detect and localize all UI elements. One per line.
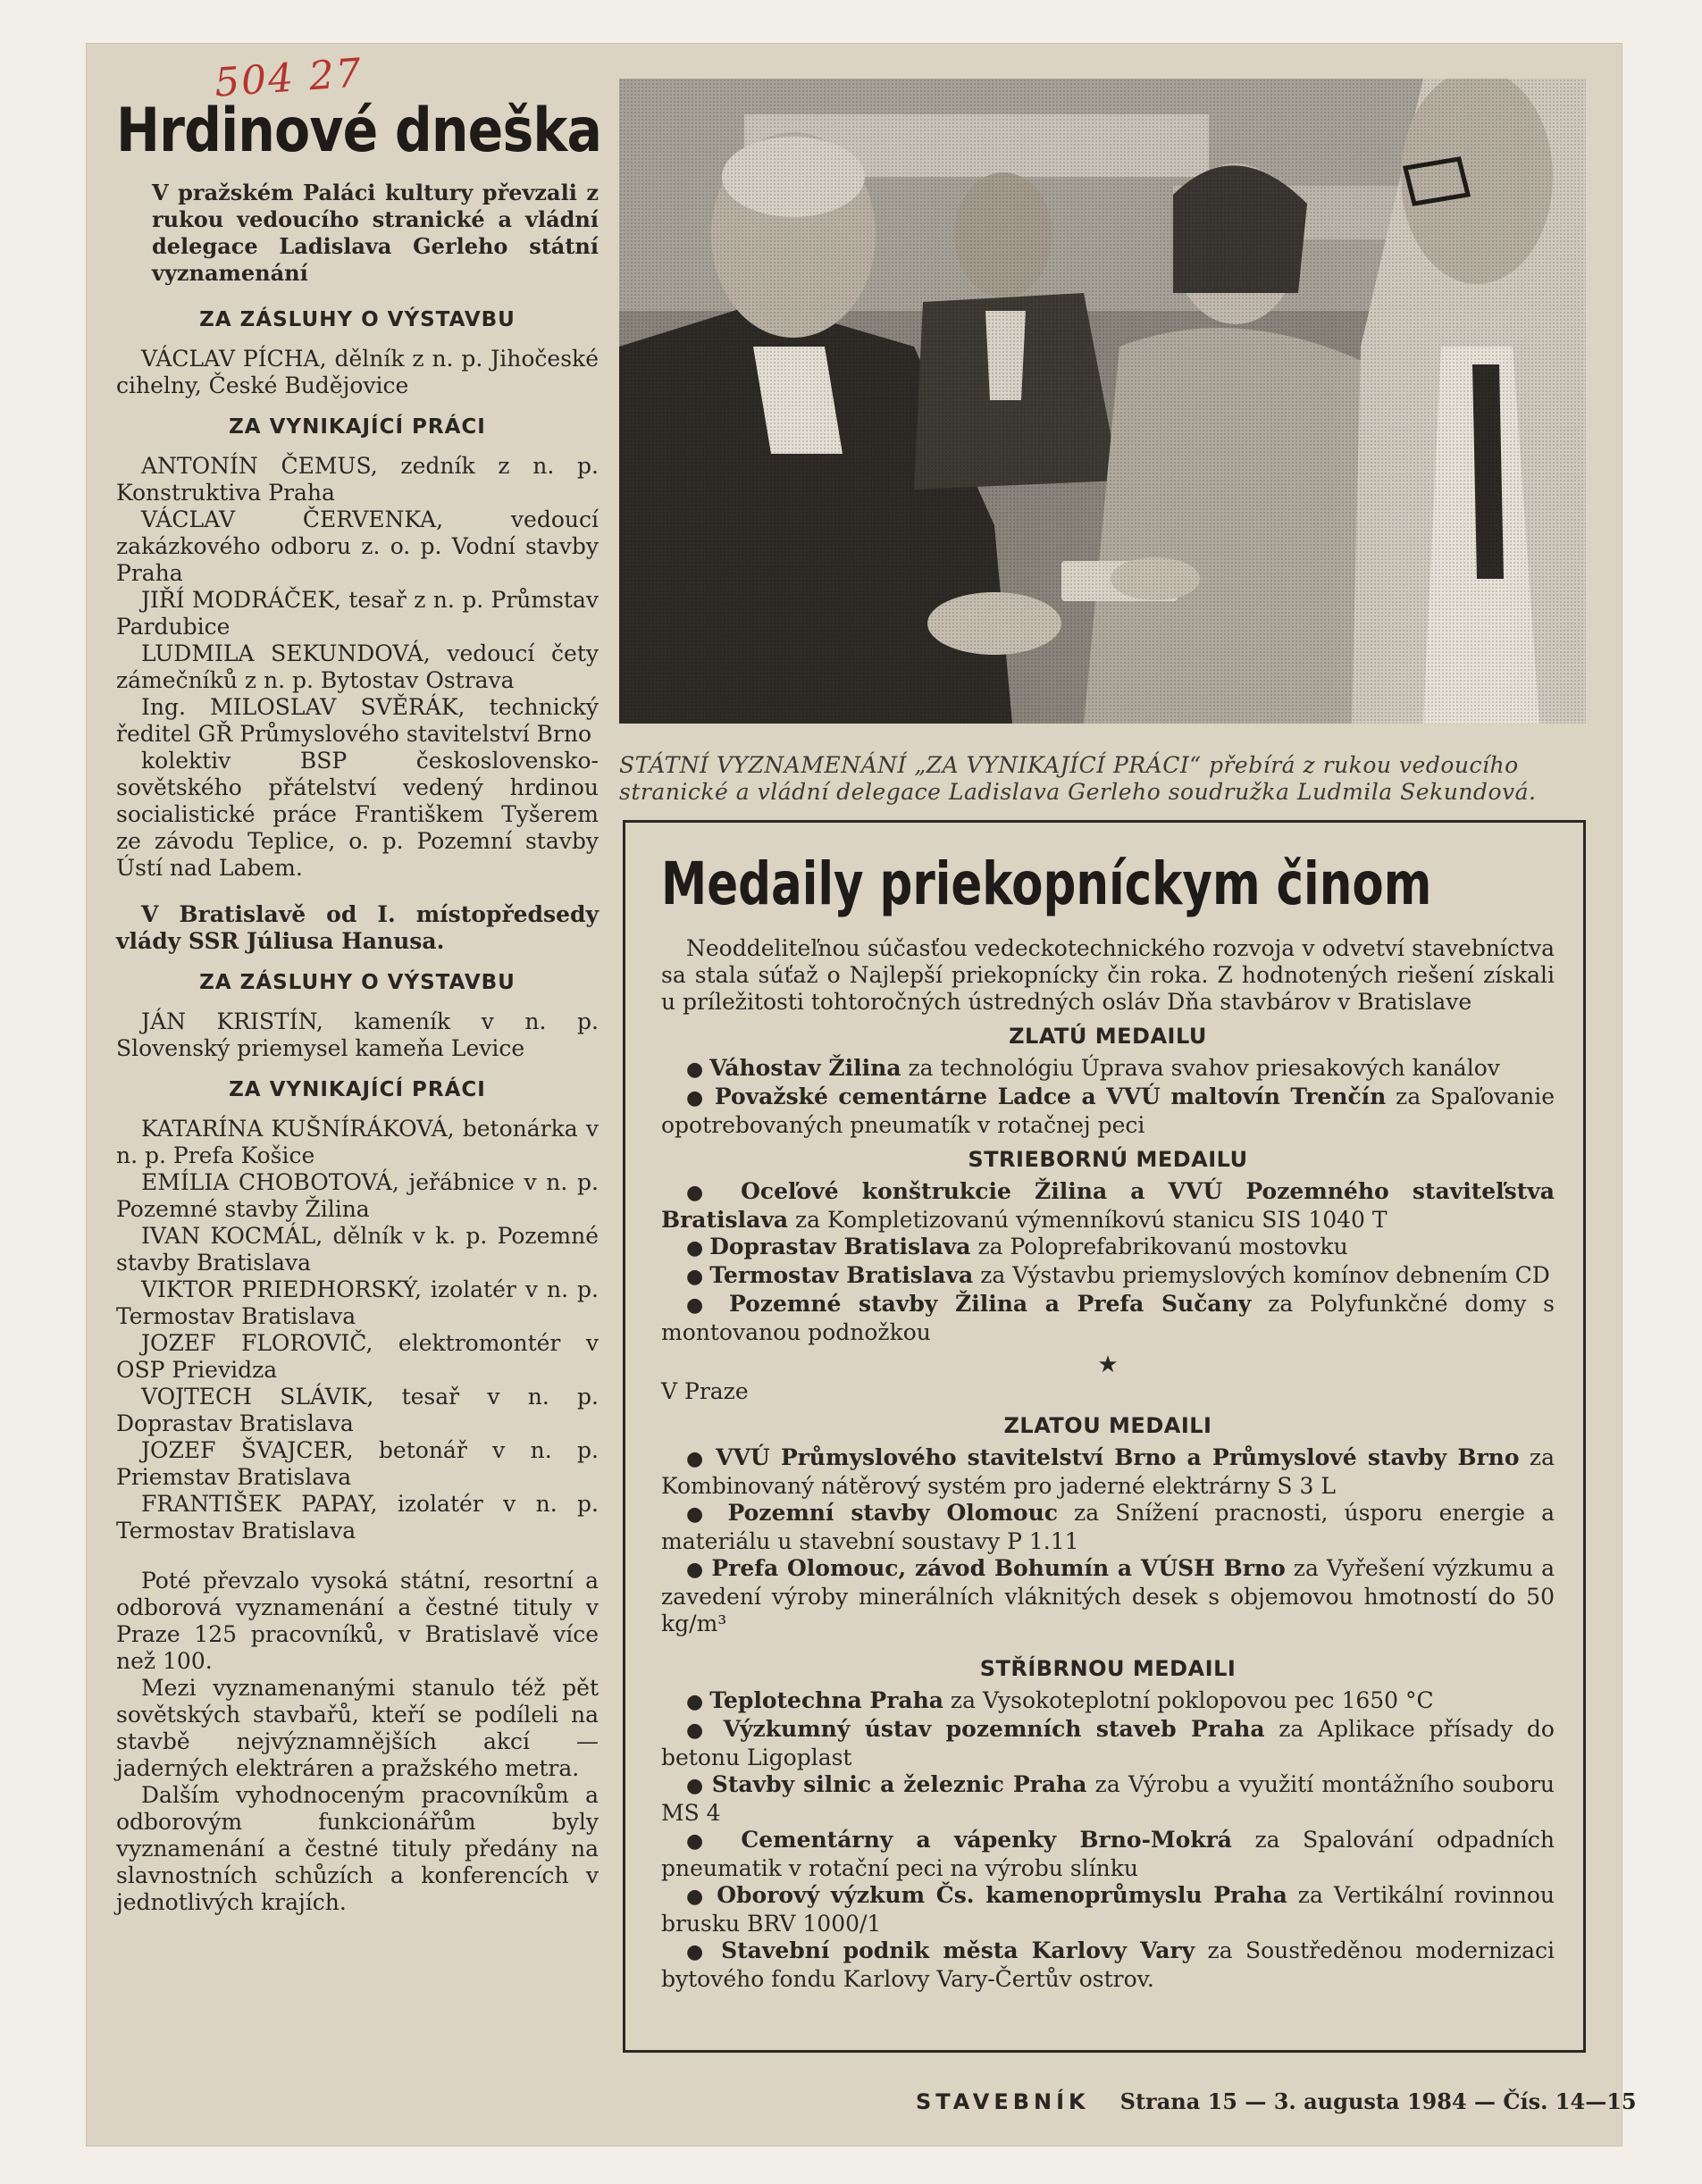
section-heading: ZA ZÁSLUHY O VÝSTAVBU [199,308,516,331]
award-entry: VOJTECH SLÁVIK, tesař v n. p. Doprastav Bratislava [116,1384,599,1436]
medal-item: ● Stavby silnic a železnic Praha za Výrobu a využití montážního souboru MS 4 [661,1771,1555,1826]
medal-item: ● Doprastav Bratislava za Poloprefabrikovanú mostovku [686,1234,1348,1259]
left-article [116,94,602,1916]
award-entry: JOZEF ŠVAJCER, betonář v n. p. Priemstav Bratislava [116,1437,599,1490]
medal-heading: STŘÍBRNOU MEDAILI [979,1656,1237,1681]
medal-item: ● Termostav Bratislava za Výstavbu priemyslových komínov debnením CD [686,1262,1550,1288]
bullet-icon: ● [686,1294,729,1317]
medal-item: ● Pozemní stavby Olomouc za Snížení pracnosti, úsporu energie a materiálu u stavební soustavy P 1.11 [661,1500,1555,1554]
award-entry: VÁCLAV PÍCHA, dělník z n. p. Jihočeské cihelny, České Budějovice [116,346,599,398]
award-entry: ANTONÍN ČEMUS, zedník z n. p. Konstruktiva Praha [116,453,599,506]
medals-article-title: Medaily priekopníckym činom [661,849,1432,918]
page-footer [916,2088,1637,2114]
bullet-icon: ● [686,1237,710,1259]
bullet-icon: ● [686,1886,717,1908]
closing-paragraph: Mezi vyznamenanými stanulo též pět sovětských stavbařů, kteří se podíleli na stavbě nejvýznamnějších akcí — jaderných elektráren a pražského metra. [116,1675,599,1781]
bullet-icon: ● [686,1182,742,1204]
medal-item: ● Teplotechna Praha za Vysokoteplotní poklopovou pec 1650 °C [686,1687,1434,1713]
bullet-icon: ● [686,1059,710,1081]
medal-item: ● Považské cementárne Ladce a VVÚ maltovín Trenčín za Spaľovanie opotrebovaných pneumatík v rotačnej peci [661,1084,1555,1138]
bullet-icon: ● [686,1266,710,1288]
bratislava-intro: V Bratislavě od I. místopředsedy vlády SSR Júliusa Hanusa. [116,901,599,954]
section-heading: ZA ZÁSLUHY O VÝSTAVBU [199,971,516,994]
bullet-icon: ● [686,1691,710,1713]
medal-item: ● Prefa Olomouc, závod Bohumín a VÚSH Brno za Vyřešení výzkumu a zavedení výroby minerálních vláknitých desek s objemovou hmotností do 50 kg/m³ [661,1555,1555,1636]
award-entry: VÁCLAV ČERVENKA, vedoucí zakázkového odboru z. o. p. Vodní stavby Praha [116,506,599,586]
medal-item: ● Váhostav Žilina za technológiu Úprava svahov priesakových kanálov [686,1055,1500,1081]
medal-item: ● Oceľové konštrukcie Žilina a VVÚ Pozemného staviteľstva Bratislava za Kompletizovanú výmenníkovú stanicu SIS 1040 T [661,1178,1555,1233]
prague-label: V Praze [661,1378,749,1404]
bullet-icon: ● [686,1941,722,1963]
photo-caption: STÁTNÍ VYZNAMENÁNÍ „ZA VYNIKAJÍCÍ PRÁCI“ přebírá z rukou vedoucího stranické a vládní delegace Ladislava Gerleho soudružka Ludmila Sekundová. [619,752,1537,805]
bullet-icon: ● [686,1087,715,1109]
star-icon: ★ [1097,1351,1119,1378]
medal-item: ● VVÚ Průmyslového stavitelství Brno a Průmyslové stavby Brno za Kombinovaný nátěrový systém pro jaderné elektrárny S 3 L [661,1444,1555,1499]
issue-info: Strana 15 — 3. augusta 1984 — Čís. 14—15 [1119,2088,1637,2114]
medal-item: ● Cementárny a vápenky Brno-Mokrá za Spalování odpadních pneumatik v rotační peci na výrobu slínku [661,1827,1555,1881]
award-ceremony-photo [619,79,1586,724]
bullet-icon: ● [686,1448,717,1470]
article-lead: V pražském Paláci kultury převzali z rukou vedoucího stranické a vládní delegace Ladislava Gerleho státní vyznamenání [152,180,599,286]
award-entry: VIKTOR PRIEDHORSKÝ, izolatér v n. p. Termostav Bratislava [116,1276,599,1329]
photo-illustration [619,79,1586,724]
medals-article-box [623,820,1586,2053]
closing-paragraph: Dalším vyhodnoceným pracovníkům a odborovým funkcionářům byly vyznamenání a čestné tituly předány na slavnostních schůzích a konferencích v jednotlivých krajích. [116,1782,599,1915]
article-headline: Hrdinové dneška [116,96,602,166]
bullet-icon: ● [686,1830,742,1853]
medal-item: ● Výzkumný ústav pozemních staveb Praha za Aplikace přísady do betonu Ligoplast [661,1716,1555,1770]
handwritten-archive-number: 504 27 [213,50,365,106]
award-entry: JOZEF FLOROVIČ, elektromontér v OSP Prievidza [116,1330,599,1383]
medals-article-intro: Neoddeliteľnou súčasťou vedeckotechnického rozvoja v odvetví stavebníctva sa stala súťaž o Najlepší priekopnícky čin roka. Z hodnotených riešení získali u príležitosti tohtoročných ústredných osláv Dňa stavbárov v Bratislave [661,935,1555,1015]
medal-heading: ZLATOU MEDAILI [1003,1413,1212,1438]
medal-item: ● Pozemné stavby Žilina a Prefa Sučany za Polyfunkčné domy s montovanou podnožkou [661,1291,1555,1345]
award-entry: EMÍLIA CHOBOTOVÁ, jeřábnice v n. p. Pozemné stavby Žilina [116,1169,599,1222]
section-heading: ZA VYNIKAJÍCÍ PRÁCI [229,1078,486,1101]
medal-heading: ZLATÚ MEDAILU [1009,1024,1207,1049]
award-entry: kolektiv BSP československo-sovětského přátelství vedený hrdinou socialistické práce Františkem Tyšerem ze závodu Teplice, o. p. Pozemní stavby Ústí nad Labem. [116,748,599,881]
medal-item: ● Oborový výzkum Čs. kamenoprůmyslu Praha za Vertikální rovinnou brusku BRV 1000/1 [661,1882,1555,1937]
award-entry: Ing. MILOSLAV SVĚRÁK, technický ředitel GŘ Průmyslového stavitelství Brno [116,694,599,747]
bullet-icon: ● [686,1720,724,1742]
award-entry: IVAN KOCMÁL, dělník v k. p. Pozemné stavby Bratislava [116,1223,599,1276]
section-heading: ZA VYNIKAJÍCÍ PRÁCI [229,415,486,439]
medal-heading: STRIEBORNÚ MEDAILU [968,1147,1248,1172]
award-entry: KATARÍNA KUŠNÍRÁKOVÁ, betonárka v n. p. Prefa Košice [116,1116,599,1168]
award-entry: JIŘÍ MODRÁČEK, tesař z n. p. Průmstav Pardubice [116,587,599,640]
medal-item: ● Stavební podnik města Karlovy Vary za Soustředěnou modernizaci bytového fondu Karlovy Vary-Čertův ostrov. [661,1937,1555,1992]
publication-name: STAVEBNÍK [916,2089,1090,2114]
award-entry: FRANTIŠEK PAPAY, izolatér v n. p. Termostav Bratislava [116,1491,599,1544]
bullet-icon: ● [686,1503,728,1526]
bullet-icon: ● [686,1559,712,1581]
closing-paragraph: Poté převzalo vysoká státní, resortní a odborová vyznamenání a čestné tituly v Praze 125 pracovníků, v Bratislavě více než 100. [116,1568,599,1674]
award-entry: JÁN KRISTÍN, kameník v n. p. Slovenský priemysel kameňa Levice [116,1008,599,1061]
bullet-icon: ● [686,1775,712,1797]
award-entry: LUDMILA SEKUNDOVÁ, vedoucí čety zámečníků z n. p. Bytostav Ostrava [116,640,599,693]
